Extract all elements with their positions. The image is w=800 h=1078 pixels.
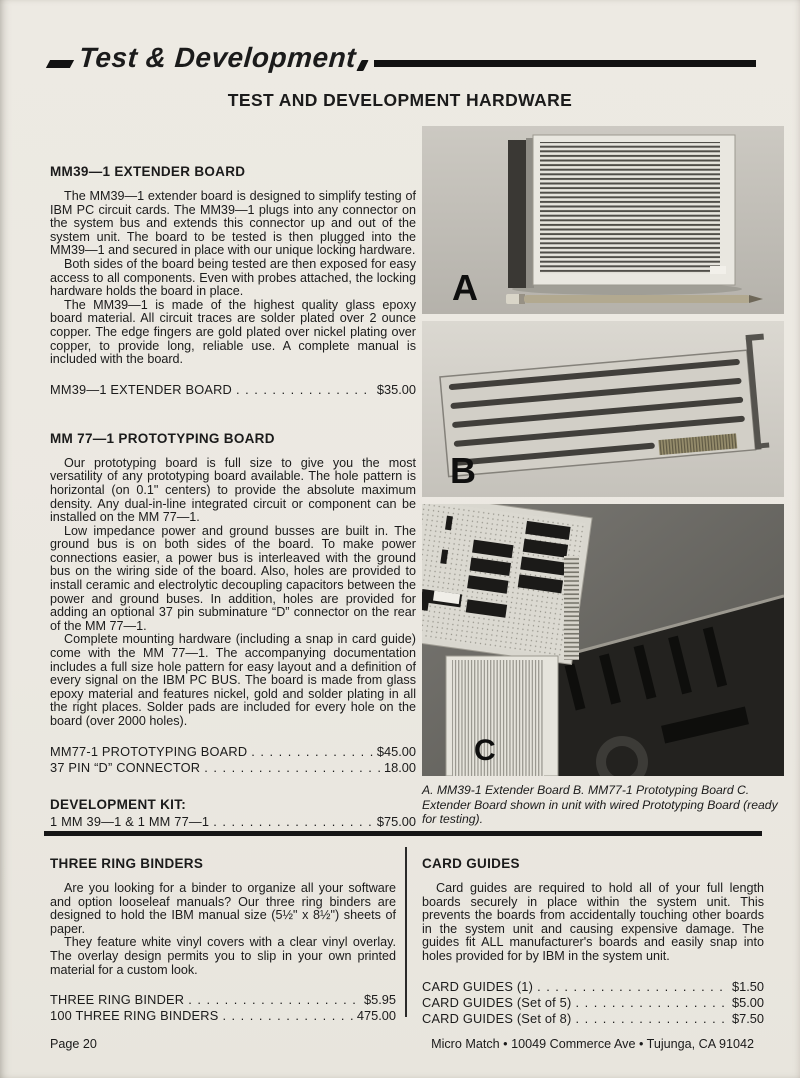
dot-leader — [222, 1008, 352, 1024]
extender-heading: MM39—1 EXTENDER BOARD — [50, 164, 246, 179]
price-row-prototyping-board — [50, 744, 416, 760]
price-value: $1.50 — [731, 978, 764, 994]
photo-a-extender-board — [422, 126, 784, 314]
page-footer — [50, 1037, 754, 1051]
dot-leader — [537, 979, 728, 995]
dot-leader — [575, 1011, 728, 1027]
price-row-d-connector — [50, 760, 416, 776]
price-value: $35.00 — [376, 381, 416, 397]
dot-leader — [251, 744, 373, 760]
publisher-address: Micro Match • 10049 Commerce Ave • Tujunga, CA 91042 — [431, 1037, 754, 1051]
photo-label-b: B — [450, 450, 476, 491]
extender-connector-graphic — [564, 556, 579, 660]
pencil-graphic — [506, 294, 763, 304]
photo-c-system-unit — [422, 504, 784, 776]
binders-paragraph-1: Are you looking for a binder to organize all your software and option looseleaf manuals? Our three ring binders are designed to hold the IBM manual size (5½" x 8½") sheets of paper. — [50, 881, 396, 936]
price-value: $7.50 — [731, 1010, 764, 1026]
section-divider-rule — [44, 831, 762, 836]
card-guides-heading: CARD GUIDES — [422, 856, 520, 871]
price-label: MM77-1 PROTOTYPING BOARD — [50, 743, 248, 759]
binders-heading: THREE RING BINDERS — [50, 856, 204, 871]
price-label: CARD GUIDES (Set of 5) — [422, 994, 572, 1010]
price-row-extender-board — [50, 382, 416, 398]
prototyping-paragraph-3: Complete mounting hardware (including a snap in card guide) come with the MM 77—1. The accompanying documentation includes a full size hole pattern for easy layout and a definition of every signal on the IBM PC BUS. The board is made from glass epoxy material and features nickel, gold and solder plating in all the right places. Solder pads are included for every hole on the board (over 2000 holes). — [50, 632, 416, 728]
extender-paragraph-3: The MM39—1 is made of the highest quality glass epoxy board material. All circuit traces are solder plated over 2 ounce copper. The edge fingers are gold plated over nickel plating over copper, to provide long, reliable use. A complete manual is included with the board. — [50, 297, 416, 367]
photo-label-c: C — [474, 734, 496, 767]
price-row-100-binders — [50, 1008, 396, 1024]
header-rule — [374, 60, 756, 67]
photo-caption: A. MM39-1 Extender Board B. MM77-1 Prototyping Board C. Extender Board shown in unit with wired Prototyping Board (ready for testing). — [422, 783, 778, 827]
price-value: $45.00 — [376, 743, 416, 759]
extender-paragraph-2: Both sides of the board being tested are then exposed for easy access to all components. Even with probes attached, the locking hardware holds the board in place. — [50, 256, 416, 299]
column-divider — [405, 847, 407, 1017]
card-guides-section — [422, 856, 764, 1027]
header-dash-bar — [46, 60, 74, 68]
prototyping-paragraph-1: Our prototyping board is full size to give you the most versatility of any prototyping board available. The hole pattern is horizontal (on 0.1" centers) to provide the absolute maximum density. Any dual-in-line integrated circuit or component can be installed on the MM 77—1. — [50, 455, 416, 525]
price-label: THREE RING BINDER — [50, 992, 185, 1008]
price-value: 18.00 — [383, 759, 416, 775]
dot-leader — [575, 995, 728, 1011]
binders-paragraph-2: They feature white vinyl covers with a clear vinyl overlay. The overlay design permits you to slip in your own printed material for a custom look. — [50, 935, 396, 977]
prototyping-heading: MM 77—1 PROTOTYPING BOARD — [50, 430, 275, 446]
price-label: MM39—1 EXTENDER BOARD — [50, 381, 232, 397]
price-row-card-guides-set8 — [422, 1011, 764, 1027]
page-number: Page 20 — [50, 1037, 97, 1051]
price-value: $75.00 — [376, 813, 416, 829]
prototyping-paragraph-2: Low impedance power and ground busses are built in. The ground bus is on both sides of the board. To make power connections easier, a power bus is interleaved with the ground bus on the wiring side of the board. Also, holes are provided to install ceramic and electrolytic decoupling capacitors between the power and ground buses. In addition, holes are provided for adding an optional 37 pin subminature “D” connector on the rear of the MM 77—1. — [50, 523, 416, 633]
photo-column — [422, 126, 784, 827]
price-row-card-guides-set5 — [422, 995, 764, 1011]
extender-board-in-unit-graphic — [446, 656, 558, 776]
price-row-devkit — [50, 814, 416, 830]
dot-leader — [188, 992, 360, 1008]
price-row-binder — [50, 992, 396, 1008]
dot-leader — [204, 760, 380, 776]
extender-paragraph-1: The MM39—1 extender board is designed to simplify testing of IBM PC circuit cards. The MM39—1 plugs into any connector on the system bus and extends this connector up and out of the system unit. The board to be tested is then plugged into the MM39—1 and secured in place with our unique locking hardware. — [50, 189, 416, 258]
price-label: 100 THREE RING BINDERS — [50, 1008, 219, 1024]
brand-comma-mark — [356, 60, 368, 71]
page-title: TEST AND DEVELOPMENT HARDWARE — [227, 90, 573, 110]
binders-section — [50, 856, 396, 1024]
main-left-column — [50, 164, 416, 830]
card-guides-paragraph: Card guides are required to hold all of your full length boards securely in place within the system unit. This prevents the boards from accidentally touching other boards in the system unit and causing expensive damage. The guides fit ALL manufacturer's boards and easily snap into holes provided for by IBM in the system unit. — [422, 881, 764, 963]
photo-b-prototyping-board — [422, 321, 784, 497]
price-value: $5.95 — [363, 992, 396, 1008]
price-label: CARD GUIDES (1) — [422, 978, 534, 994]
devkit-heading: DEVELOPMENT KIT: — [50, 796, 187, 812]
price-label: CARD GUIDES (Set of 8) — [422, 1010, 572, 1026]
price-value: $5.00 — [731, 994, 764, 1010]
price-row-card-guides-1 — [422, 979, 764, 995]
price-label: 37 PIN “D” CONNECTOR — [50, 759, 201, 775]
dot-leader — [213, 814, 373, 830]
extender-board-graphic — [508, 135, 735, 288]
price-value: 475.00 — [356, 1008, 396, 1024]
price-label: 1 MM 39—1 & 1 MM 77—1 — [50, 813, 210, 829]
page-header — [48, 44, 756, 72]
photo-label-a: A — [452, 267, 478, 308]
brand-title: Test & Development — [77, 42, 358, 73]
dot-leader — [236, 382, 373, 398]
